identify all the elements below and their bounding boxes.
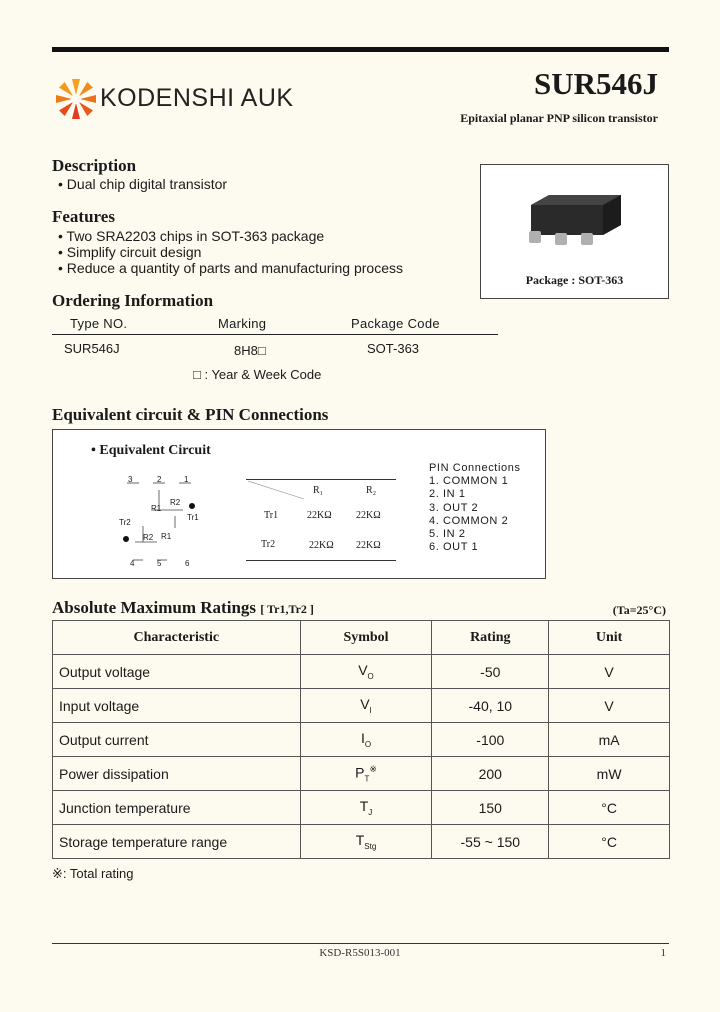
resistor-header-r2: R₂	[366, 485, 377, 496]
symbol-cell: $I_O$	[300, 723, 432, 757]
header-rating: Rating	[432, 621, 549, 655]
resistor-row-name: Tr2	[261, 539, 276, 550]
table-row	[53, 655, 670, 689]
rating-cell: -40, 10	[432, 689, 549, 723]
symbol-cell: $V_O$	[300, 655, 432, 689]
top-rule	[52, 47, 669, 52]
circuit-label-tr2: Tr2	[119, 518, 131, 527]
ordering-package-value: SOT-363	[367, 341, 420, 356]
characteristic-cell: Input voltage	[53, 689, 301, 723]
unit-cell: mW	[549, 757, 670, 791]
pin-item: 5. IN 2	[429, 528, 466, 541]
symbol-cell: $T_J$	[300, 791, 432, 825]
characteristic-cell: Power dissipation	[53, 757, 301, 791]
header-symbol: Symbol	[300, 621, 432, 655]
unit-cell: mA	[549, 723, 670, 757]
table-row	[53, 757, 670, 791]
circuit-pin-label: 2	[157, 475, 162, 484]
resistor-table-rule	[246, 560, 396, 561]
equivalent-subtitle: • Equivalent Circuit	[91, 443, 211, 458]
package-box	[480, 164, 669, 299]
rating-cell: 150	[432, 791, 549, 825]
circuit-label-r2b: R2	[143, 533, 154, 542]
ordering-rule	[52, 334, 498, 335]
circuit-label-r1: R1	[151, 504, 162, 513]
features-heading: Features	[52, 207, 115, 226]
pin-item: 1. COMMON 1	[429, 475, 509, 488]
resistor-table-diagonal	[246, 479, 306, 501]
table-row	[53, 825, 670, 859]
circuit-pin-label: 6	[185, 559, 190, 568]
symbol-cell: $V_I$	[300, 689, 432, 723]
ordering-header-marking: Marking	[218, 316, 267, 331]
equivalent-heading: Equivalent circuit & PIN Connections	[52, 405, 329, 424]
footer-rule	[52, 943, 669, 944]
ratings-heading: Absolute Maximum Ratings [ Tr1,Tr2 ]	[52, 598, 314, 617]
circuit-label-tr1: Tr1	[187, 513, 199, 522]
resistor-row-name: Tr1	[264, 510, 279, 521]
circuit-pin-label: 1	[184, 475, 189, 484]
circuit-pin-label: 4	[130, 559, 135, 568]
ordering-heading: Ordering Information	[52, 291, 214, 310]
page-number: 1	[660, 947, 666, 959]
table-row	[53, 689, 670, 723]
resistor-row-r1: 22KΩ	[307, 510, 332, 521]
rating-cell: -50	[432, 655, 549, 689]
kodenshi-logo	[55, 78, 97, 120]
circuit-pin-label: 5	[157, 559, 162, 568]
sot363-package-image	[521, 187, 631, 252]
circuit-label-r2: R2	[170, 498, 181, 507]
resistor-header-r1: R₁	[313, 485, 324, 496]
circuit-label-r1b: R1	[161, 532, 172, 541]
package-label: Package : SOT-363	[525, 273, 624, 287]
resistor-row-r2: 22KΩ	[356, 540, 381, 551]
feature-item: • Reduce a quantity of parts and manufacturing process	[58, 260, 403, 276]
unit-cell: V	[549, 689, 670, 723]
table-row	[53, 723, 670, 757]
circuit-pin-label: 3	[128, 475, 133, 484]
document-code: KSD-R5S013-001	[319, 947, 401, 959]
ordering-type-value: SUR546J	[64, 341, 120, 356]
symbol-cell: $P_T^※$	[300, 757, 432, 791]
table-row	[53, 791, 670, 825]
pin-title: PIN Connections	[429, 462, 521, 474]
rating-cell: 200	[432, 757, 549, 791]
unit-cell: V	[549, 655, 670, 689]
feature-item: • Simplify circuit design	[58, 244, 202, 260]
ratings-header-row	[53, 621, 670, 655]
pin-item: 4. COMMON 2	[429, 514, 509, 527]
description-item: • Dual chip digital transistor	[58, 176, 228, 192]
feature-item: • Two SRA2203 chips in SOT-363 package	[58, 228, 325, 244]
resistor-row-r2: 22KΩ	[356, 510, 381, 521]
ratings-condition: (Ta=25°C)	[612, 603, 666, 617]
pin-item: 3. OUT 2	[429, 501, 479, 514]
pin-item: 2. IN 1	[429, 488, 466, 501]
unit-cell: °C	[549, 825, 670, 859]
ordering-header-package: Package Code	[351, 316, 440, 331]
part-number: SUR546J	[533, 66, 658, 101]
ordering-header-type: Type NO.	[70, 316, 128, 331]
resistor-row-r1: 22KΩ	[309, 540, 334, 551]
characteristic-cell: Output voltage	[53, 655, 301, 689]
part-description: Epitaxial planar PNP silicon transistor	[460, 111, 658, 125]
ratings-table	[52, 620, 670, 859]
characteristic-cell: Junction temperature	[53, 791, 301, 825]
header-unit: Unit	[549, 621, 670, 655]
pin-connections	[429, 462, 521, 554]
symbol-cell: $T_{Stg}$	[300, 825, 432, 859]
ordering-note: □ : Year & Week Code	[193, 367, 322, 382]
ratings-scope: [ Tr1,Tr2 ]	[260, 602, 314, 616]
equivalent-circuit-box	[52, 429, 546, 579]
characteristic-cell: Storage temperature range	[53, 825, 301, 859]
ratings-note: ※: Total rating	[52, 866, 134, 881]
rating-cell: -55 ~ 150	[432, 825, 549, 859]
ordering-marking-value: 8H8□	[234, 343, 266, 358]
description-heading: Description	[52, 156, 137, 175]
header-characteristic: Characteristic	[53, 621, 301, 655]
characteristic-cell: Output current	[53, 723, 301, 757]
pin-item: 6. OUT 1	[429, 541, 479, 554]
rating-cell: -100	[432, 723, 549, 757]
unit-cell: °C	[549, 791, 670, 825]
brand-name: KODENSHI AUK	[100, 84, 294, 112]
